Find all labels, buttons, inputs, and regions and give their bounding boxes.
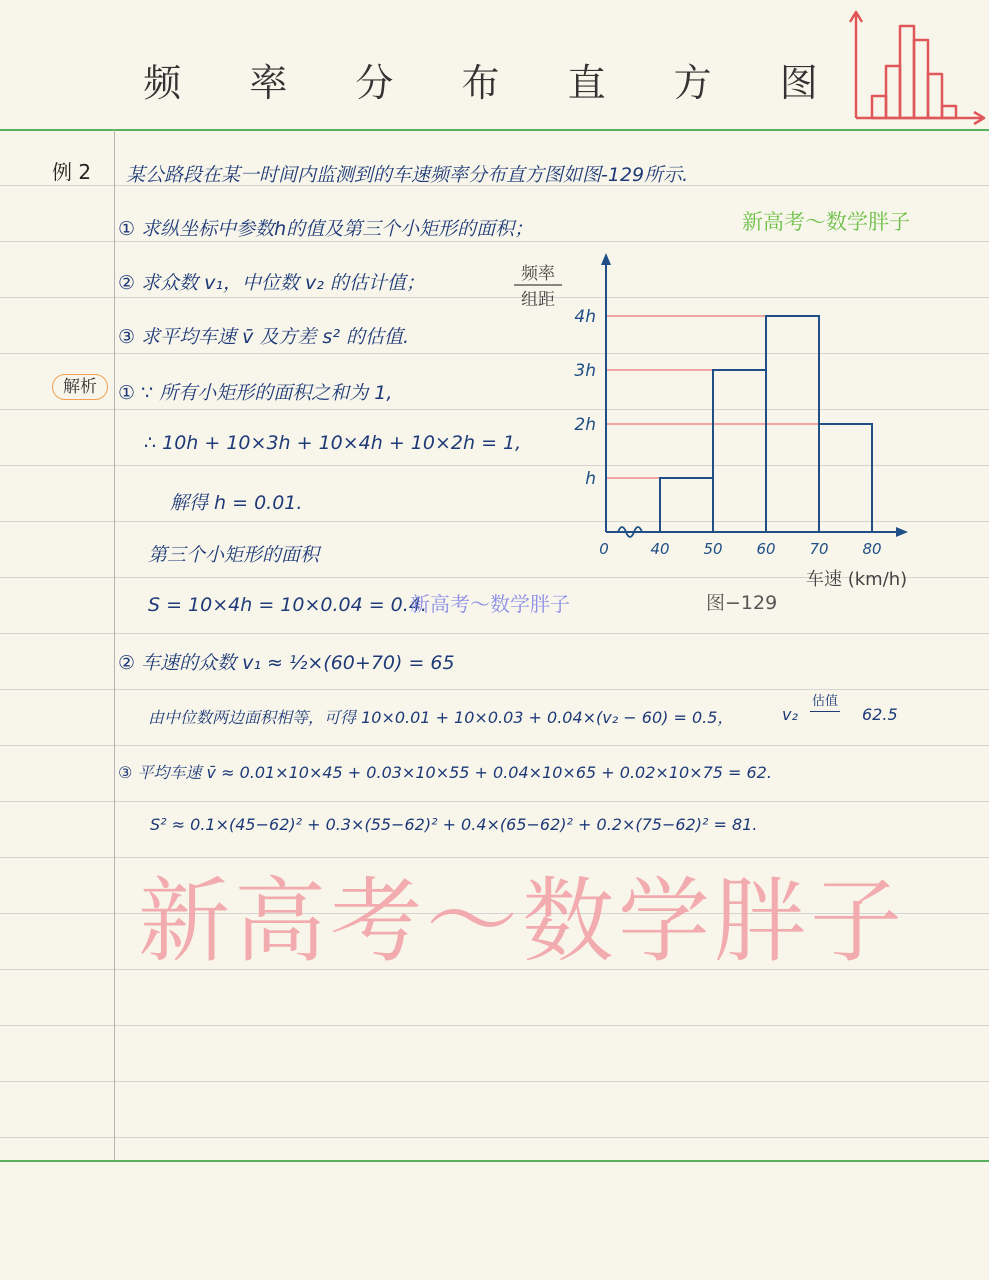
solution-line-8: ③ 平均车速 v̄ ≈ 0.01×10×45 + 0.03×10×55 + 0.04×10×65 + 0.02×10×75 = 62. (118, 763, 772, 782)
solution-line-7: 由中位数两边面积相等，可得 10×0.01 + 10×0.03 + 0.04×(v₂ − 60) = 0.5， (148, 708, 734, 727)
y-tick-label-2: 3h (574, 361, 596, 381)
watermark-green: 新高考～数学胖子 (742, 210, 910, 234)
x-axis-arrow (896, 527, 908, 537)
x-tick-label-3: 60 (756, 540, 776, 558)
y-label-bottom: 组距 (521, 290, 555, 310)
histogram-logo-icon (848, 8, 988, 126)
margin-line (114, 130, 115, 1160)
figure-caption: 图−129 (706, 592, 778, 614)
solution-line-9: S² ≈ 0.1×(45−62)² + 0.3×(55−62)² + 0.4×(65−62)² + 0.2×(75−62)² = 81. (150, 815, 758, 834)
solution-line-5: S = 10×4h = 10×0.04 = 0.4. (148, 594, 427, 616)
histogram-bar-0 (660, 478, 713, 532)
y-tick-label-1: 2h (574, 415, 596, 435)
example-label: 例 2 (52, 160, 92, 184)
problem-statement: 某公路段在某一时间内监测到的车速频率分布直方图如图-129所示. (126, 164, 689, 186)
solution-line-2: ∴ 10h + 10×3h + 10×4h + 10×2h = 1, (144, 432, 522, 454)
watermark-large: 新高考～数学胖子 (138, 868, 907, 975)
solution-line-1: ① ∵ 所有小矩形的面积之和为 1, (118, 382, 393, 404)
solution-line-3: 解得 h = 0.01. (170, 492, 303, 514)
y-label-top: 频率 (521, 264, 555, 284)
watermark-blue: 新高考～数学胖子 (410, 592, 570, 616)
x-tick-label-1: 40 (650, 540, 670, 558)
median-value: 62.5 (862, 705, 898, 724)
histogram-bar-3 (819, 424, 872, 532)
x-tick-label-4: 70 (809, 540, 829, 558)
y-axis-arrow (601, 253, 611, 265)
estimate-label: 估值 (810, 690, 840, 712)
x-tick-label-2: 50 (703, 540, 723, 558)
solution-line-4: 第三个小矩形的面积 (148, 544, 320, 566)
question-1: ① 求纵坐标中参数h的值及第三个小矩形的面积； (118, 218, 534, 240)
x-tick-label-5: 80 (862, 540, 882, 558)
question-3: ③ 求平均车速 v̄ 及方差 s² 的估值. (118, 326, 410, 348)
y-tick-label-0: h (585, 469, 596, 489)
median-variable: v₂ (782, 705, 798, 724)
analysis-badge: 解析 (52, 374, 108, 400)
x-tick-label-0: 0 (599, 540, 609, 558)
histogram-bar-1 (713, 370, 766, 532)
x-axis-label: 车速 (km/h) (806, 569, 908, 590)
solution-line-6: ② 车速的众数 v₁ ≈ ½×(60+70) = 65 (118, 652, 455, 674)
header-rule (0, 129, 989, 131)
footer-rule (0, 1160, 989, 1162)
frequency-histogram (500, 245, 930, 595)
question-2: ② 求众数 v₁，中位数 v₂ 的估计值； (118, 272, 425, 294)
page-title: 频 率 分 布 直 方 图 (143, 61, 846, 105)
y-tick-label-3: 4h (574, 307, 596, 327)
